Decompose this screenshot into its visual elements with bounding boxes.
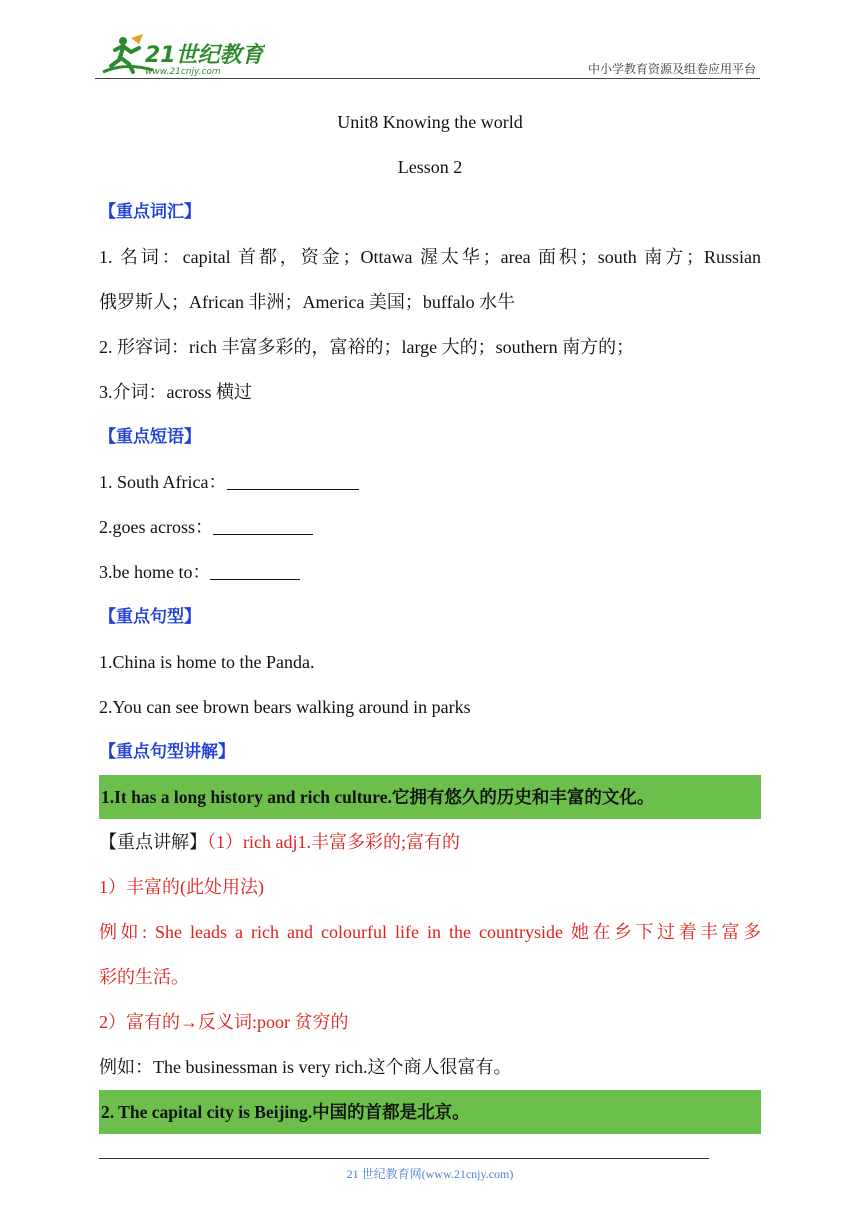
phrase-item-2: 2.goes across： xyxy=(99,515,313,539)
key-sentence-bar-2: 2. The capital city is Beijing.中国的首都是北京。 xyxy=(99,1090,761,1134)
key-sentence-bar-1: 1.It has a long history and rich culture.它拥有悠久的历史和丰富的文化。 xyxy=(99,775,761,819)
explain-point xyxy=(99,830,460,854)
answer-blank[interactable] xyxy=(210,561,300,580)
section-explain-heading: 【重点句型讲解】 xyxy=(99,742,235,762)
usage-1: 1）丰富的(此处用法) xyxy=(99,877,264,897)
page-header xyxy=(95,32,760,80)
header-divider xyxy=(95,78,760,79)
answer-blank[interactable] xyxy=(227,471,359,490)
page-title: Unit8 Knowing the world xyxy=(337,112,523,132)
phrase-item-1: 1. South Africa： xyxy=(99,470,359,494)
usage-2: 2）富有的→反义词:poor 贫穷的 xyxy=(99,1012,349,1032)
example-1a: 例如: She leads a rich and colourful life in the countryside 她在乡下过着丰富多 xyxy=(99,922,761,942)
section-vocab-heading: 【重点词汇】 xyxy=(99,202,201,222)
sentence-item-2: 2.You can see brown bears walking around in parks xyxy=(99,697,471,717)
svg-text:www.21cnjy.com: www.21cnjy.com xyxy=(145,67,221,77)
sentence-item-1: 1.China is home to the Panda. xyxy=(99,652,315,672)
footer-text[interactable]: 21 世纪教育网(www.21cnjy.com) xyxy=(346,1167,514,1181)
page-subtitle: Lesson 2 xyxy=(397,157,463,177)
svg-text:21世纪教育: 21世纪教育 xyxy=(145,43,264,68)
logo-21cnjy xyxy=(95,32,265,78)
phrase-item-3: 3.be home to： xyxy=(99,560,300,584)
vocab-line-2: 2. 形容词：rich 丰富多彩的，富裕的；large 大的；southern 南方的； xyxy=(99,337,635,357)
example-1b: 彩的生活。 xyxy=(99,967,189,987)
header-tagline: 中小学教育资源及组卷应用平台 xyxy=(587,62,756,76)
explain-point-text: （1）rich adj1.丰富多彩的;富有的 xyxy=(207,832,460,852)
section-sentences-heading: 【重点句型】 xyxy=(99,607,201,627)
vocab-line-3: 3.介词：across 横过 xyxy=(99,382,252,402)
answer-blank[interactable] xyxy=(213,516,313,535)
vocab-line-1: 1. 名词：capital 首都，资金；Ottawa 渥太华；area 面积；south 南方；Russian xyxy=(99,247,761,267)
section-phrases-heading: 【重点短语】 xyxy=(99,427,201,447)
explain-point-label: 【重点讲解】 xyxy=(99,832,207,852)
vocab-line-1b: 俄罗斯人；African 非洲；America 美国；buffalo 水牛 xyxy=(99,292,516,312)
example-2: 例如：The businessman is very rich.这个商人很富有。 xyxy=(99,1057,512,1077)
footer-divider xyxy=(99,1158,709,1159)
